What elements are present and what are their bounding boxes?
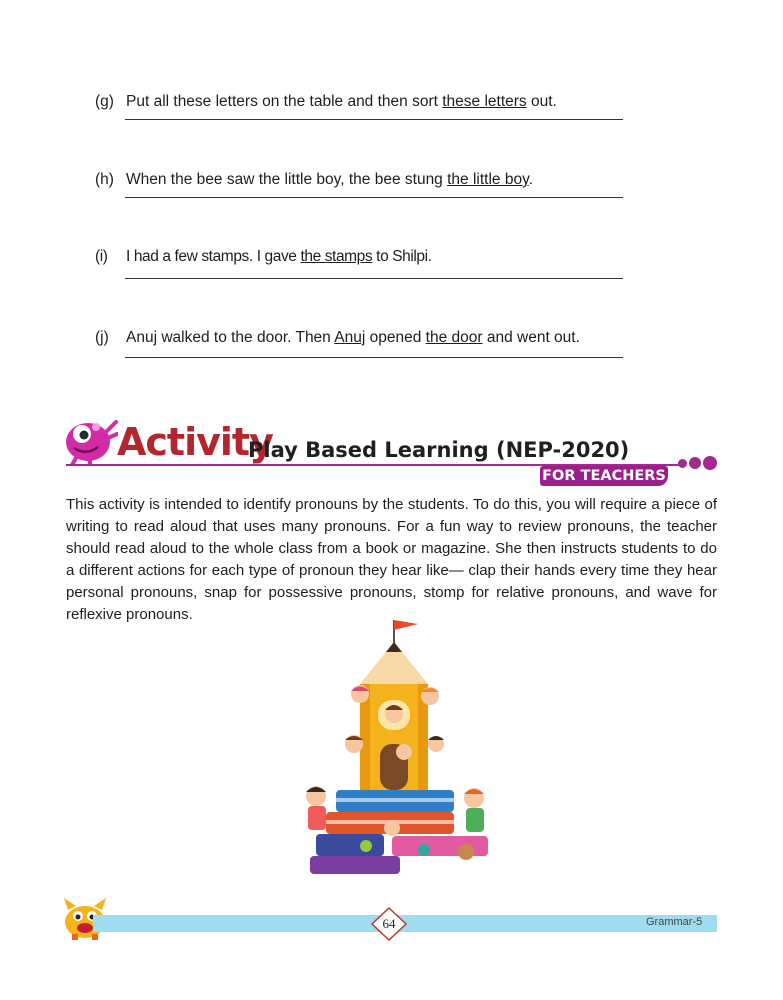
activity-paragraph: This activity is intended to identify pronouns by the students. To do this, you will require a piece of writing to read aloud that uses many pronouns. For a fun way to review pronouns, the teacher should read aloud to the whole class from a book or magazine. She then instructs students to do a different actions for each type of pronoun they hear like— clap their hands every time they hear personal pronouns, snap for possessive pronouns, stomp for relative pronouns, and wave for reflexive pronouns. xyxy=(66,496,717,623)
underlined-phrase: the door xyxy=(425,329,483,346)
question-i: (i) I had a few stamps. I gave the stamps to Shilpi. xyxy=(95,248,432,265)
question-label: (g) xyxy=(95,93,114,110)
question-g: (g) Put all these letters on the table and then sort these letters out. xyxy=(95,93,557,110)
underlined-phrase: the little boy xyxy=(447,171,529,188)
activity-title: Activity xyxy=(117,420,273,464)
underlined-phrase: the stamps xyxy=(300,248,373,265)
answer-line[interactable] xyxy=(125,197,623,198)
monster-mascot-icon xyxy=(62,414,118,466)
page-number-badge xyxy=(371,907,407,941)
question-label: (j) xyxy=(95,329,109,346)
decor-dot xyxy=(678,459,687,468)
page-number: 64 xyxy=(382,916,396,931)
for-teachers-badge: FOR TEACHERS xyxy=(540,466,668,486)
decor-dot xyxy=(689,457,701,469)
question-j: (j) Anuj walked to the door. Then Anuj opened the door and went out. xyxy=(95,329,580,346)
question-label: (h) xyxy=(95,171,114,188)
answer-line[interactable] xyxy=(125,119,623,120)
underlined-phrase: Anuj xyxy=(334,329,366,346)
answer-line[interactable] xyxy=(125,278,623,279)
question-h: (h) When the bee saw the little boy, the bee stung the little boy. xyxy=(95,171,534,188)
underlined-phrase: these letters xyxy=(442,93,527,110)
pencil-tower-illustration xyxy=(296,614,496,879)
activity-subtitle: Play Based Learning (NEP-2020) xyxy=(248,438,630,462)
decor-dot xyxy=(703,456,717,470)
book-name: Grammar-5 xyxy=(646,916,703,928)
answer-line[interactable] xyxy=(125,357,623,358)
question-label: (i) xyxy=(95,248,108,265)
